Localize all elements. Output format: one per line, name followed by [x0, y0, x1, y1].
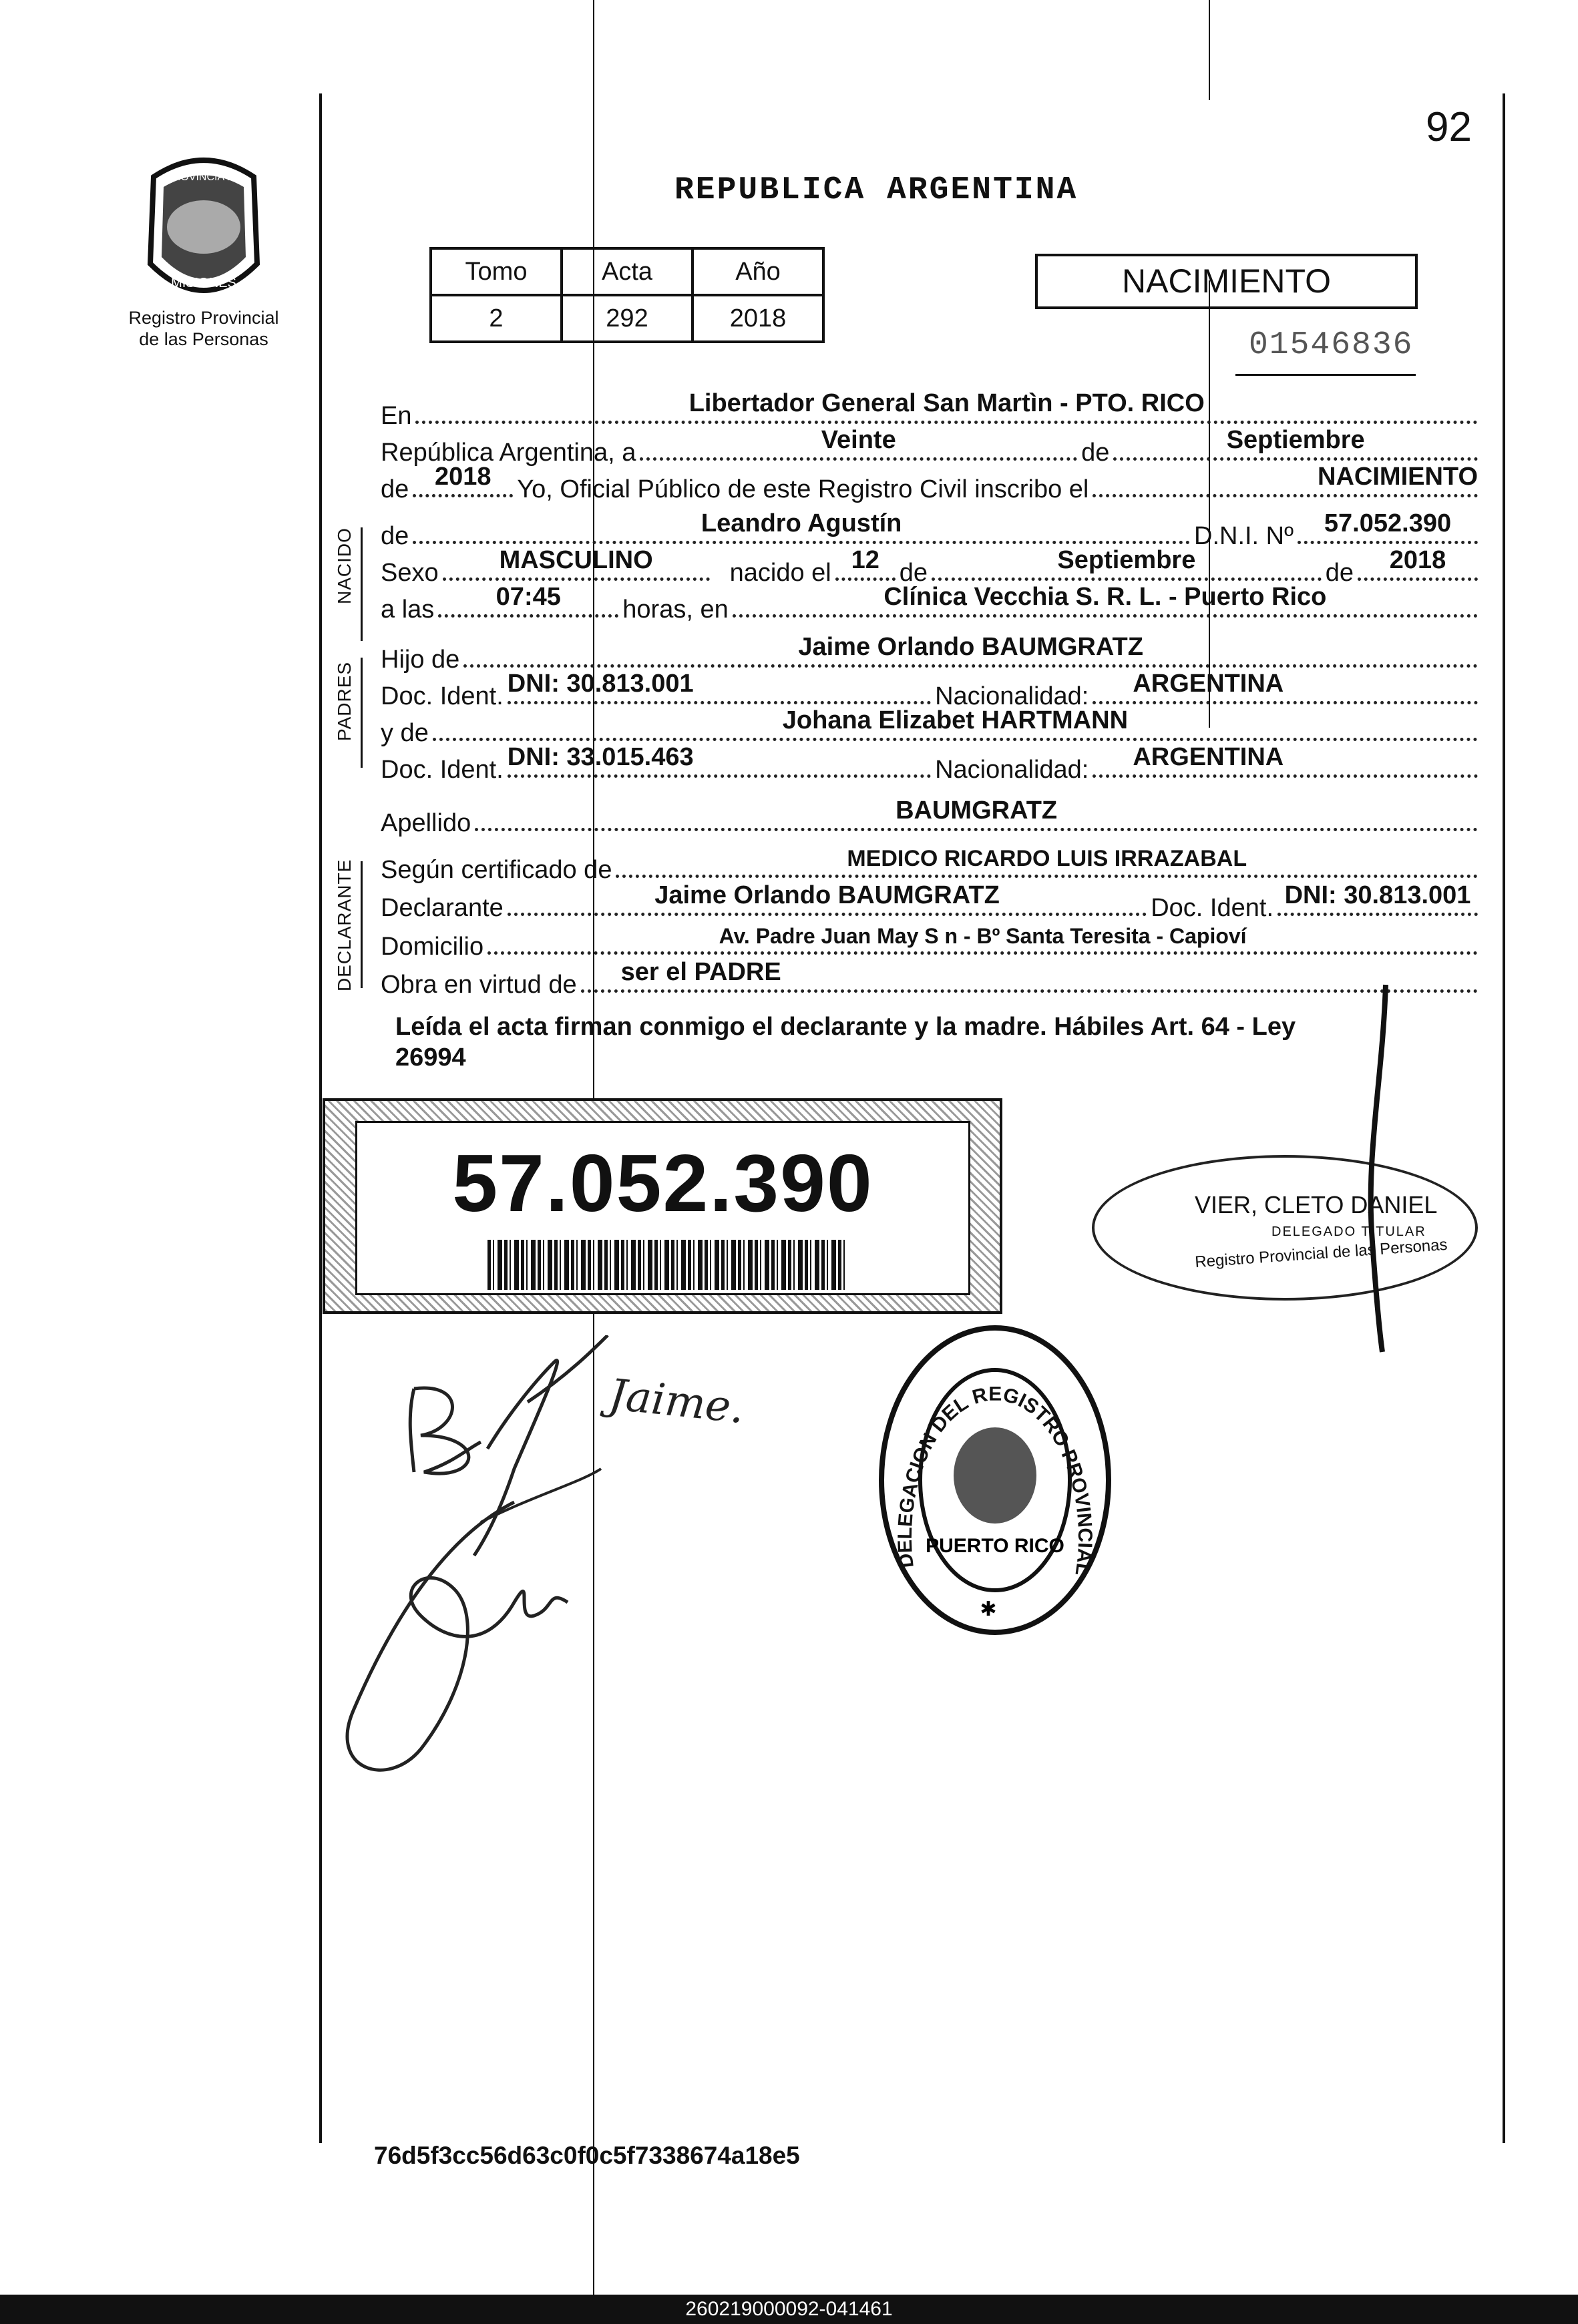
- declarante-bracket: [361, 861, 363, 988]
- acting-as: ser el PADRE: [620, 958, 781, 986]
- row-padre: Hijo de Jaime Orlando BAUMGRATZ: [381, 634, 1478, 674]
- section-nacido: NACIDO: [334, 527, 355, 604]
- table-header: Acta: [562, 248, 693, 295]
- svg-text:✱: ✱: [980, 1598, 997, 1621]
- row-padre-doc: Doc. Ident. DNI: 30.813.001 Nacionalidad: ARGENTINA: [381, 671, 1478, 711]
- svg-text:Jaime.: Jaime.: [606, 1370, 747, 1434]
- record-type-box: NACIMIENTO: [1035, 254, 1418, 309]
- page-number: 92: [1426, 104, 1472, 150]
- officer-stamp: [1092, 1155, 1478, 1301]
- declarant-doc: DNI: 30.813.001: [1284, 881, 1471, 909]
- child-name: Leandro Agustín: [701, 509, 902, 537]
- section-declarante: DECLARANTE: [334, 859, 355, 991]
- row-nacido-nombre: de Leandro Agustín D.N.I. Nº 57.052.390: [381, 511, 1478, 551]
- padres-bracket: [361, 658, 363, 768]
- fold-line-right: [1209, 0, 1210, 100]
- table-cell: 292: [562, 295, 693, 342]
- row-declarante: Declarante Jaime Orlando BAUMGRATZ Doc. Ident. DNI: 30.813.001: [381, 883, 1478, 923]
- place-value: Libertador General San Martìn - PTO. RICO: [688, 389, 1205, 417]
- table-header: Año: [693, 248, 823, 295]
- birth-day: 12: [851, 546, 879, 574]
- table-cell: 2: [431, 295, 562, 342]
- table-header: Tomo: [431, 248, 562, 295]
- row-certificado: Según certificado de MEDICO RICARDO LUIS IRRAZABAL: [381, 845, 1478, 885]
- officer-office: Registro Provincial de las Personas: [1194, 1235, 1448, 1272]
- declarant-address: Av. Padre Juan May S n - Bº Santa Teresita - Capioví: [719, 924, 1247, 948]
- svg-text:DELEGACION DEL REGISTRO PROVIN: DELEGACION DEL REGISTRO PROVINCIAL: [894, 1383, 1097, 1577]
- dni-box-frame: [323, 1098, 1002, 1314]
- serial-number: 01546836: [1249, 327, 1414, 363]
- row-domicilio: Domicilio Av. Padre Juan May S n - Bº Santa Teresita - Capioví: [381, 921, 1478, 961]
- father-doc: DNI: 30.813.001: [507, 670, 694, 698]
- serial-underline: [1235, 374, 1416, 376]
- row-en: En Libertador General San Martìn - PTO. RICO: [381, 391, 1478, 431]
- footer-code: 260219000092-041461: [685, 2298, 893, 2320]
- mother-name: Johana Elizabet HARTMANN: [782, 706, 1129, 734]
- father-name: Jaime Orlando BAUMGRATZ: [798, 633, 1143, 661]
- mother-nationality: ARGENTINA: [1133, 743, 1284, 771]
- row-madre-doc: Doc. Ident. DNI: 33.015.463 Nacionalidad: ARGENTINA: [381, 744, 1478, 784]
- birth-place: Clínica Vecchia S. R. L. - Puerto Rico: [883, 583, 1327, 611]
- row-obra: Obra en virtud de ser el PADRE: [381, 959, 1478, 999]
- dni-barcode: [487, 1240, 848, 1290]
- inscribe-value: NACIMIENTO: [1318, 463, 1478, 491]
- birth-year: 2018: [1389, 546, 1446, 574]
- officer-name: VIER, CLETO DANIEL: [1195, 1191, 1438, 1218]
- birth-month: Septiembre: [1057, 546, 1196, 574]
- dni-number: 57.052.390: [452, 1138, 873, 1228]
- document-hash: 76d5f3cc56d63c0f0c5f7338674a18e5: [374, 2142, 800, 2169]
- child-dni: 57.052.390: [1324, 509, 1452, 537]
- official-signature-stroke: [1359, 981, 1399, 1359]
- row-republica: República Argentina, a Veinte de Septiembre: [381, 427, 1478, 467]
- row-madre: y de Johana Elizabet HARTMANN: [381, 708, 1478, 748]
- record-table: [429, 247, 825, 343]
- child-sex: MASCULINO: [499, 546, 653, 574]
- svg-text:MISIONES: MISIONES: [171, 276, 236, 290]
- footer-bar: [0, 2295, 1578, 2324]
- round-seal: [875, 1322, 1115, 1642]
- province-logo: [134, 150, 274, 320]
- birth-time: 07:45: [496, 583, 561, 611]
- nacido-bracket: [361, 527, 363, 641]
- svg-text:PROVINCIA DE: PROVINCIA DE: [166, 172, 242, 183]
- row-nacido-sexo: Sexo MASCULINO nacido el 12 de Septiembre de 2018: [381, 547, 1478, 588]
- day-value: Veinte: [821, 426, 896, 454]
- right-border-line: [1503, 93, 1505, 2143]
- row-nacido-hora: a las 07:45 horas, en Clínica Vecchia S. R. L. - Puerto Rico: [381, 584, 1478, 624]
- closing-text: Leída el acta firman conmigo el declarante y la madre. Hábiles Art. 64 - Ley 26994: [395, 1013, 1296, 1072]
- officer-role: DELEGADO TITULAR: [1271, 1224, 1426, 1239]
- logo-caption: Registro Provincial de las Personas: [128, 308, 279, 349]
- declarant-signature: [314, 1335, 821, 1806]
- left-border-line: [319, 93, 322, 2143]
- declarant-name: Jaime Orlando BAUMGRATZ: [654, 881, 1000, 909]
- mother-doc: DNI: 33.015.463: [507, 743, 694, 771]
- dni-box-inner: [355, 1121, 970, 1295]
- row-apellido: Apellido BAUMGRATZ: [381, 798, 1478, 838]
- section-padres: PADRES: [334, 661, 355, 741]
- father-nationality: ARGENTINA: [1133, 670, 1284, 698]
- surname: BAUMGRATZ: [896, 796, 1058, 825]
- document-title: REPUBLICA ARGENTINA: [674, 172, 1078, 208]
- year-value: 2018: [435, 463, 491, 491]
- row-anio: de 2018 Yo, Oficial Público de este Registro Civil inscribo el NACIMIENTO: [381, 463, 1478, 503]
- certificate-by: MEDICO RICARDO LUIS IRRAZABAL: [847, 846, 1247, 871]
- month-value: Septiembre: [1226, 426, 1365, 454]
- table-cell: 2018: [693, 295, 823, 342]
- svg-text:PUERTO RICO: PUERTO RICO: [926, 1535, 1064, 1557]
